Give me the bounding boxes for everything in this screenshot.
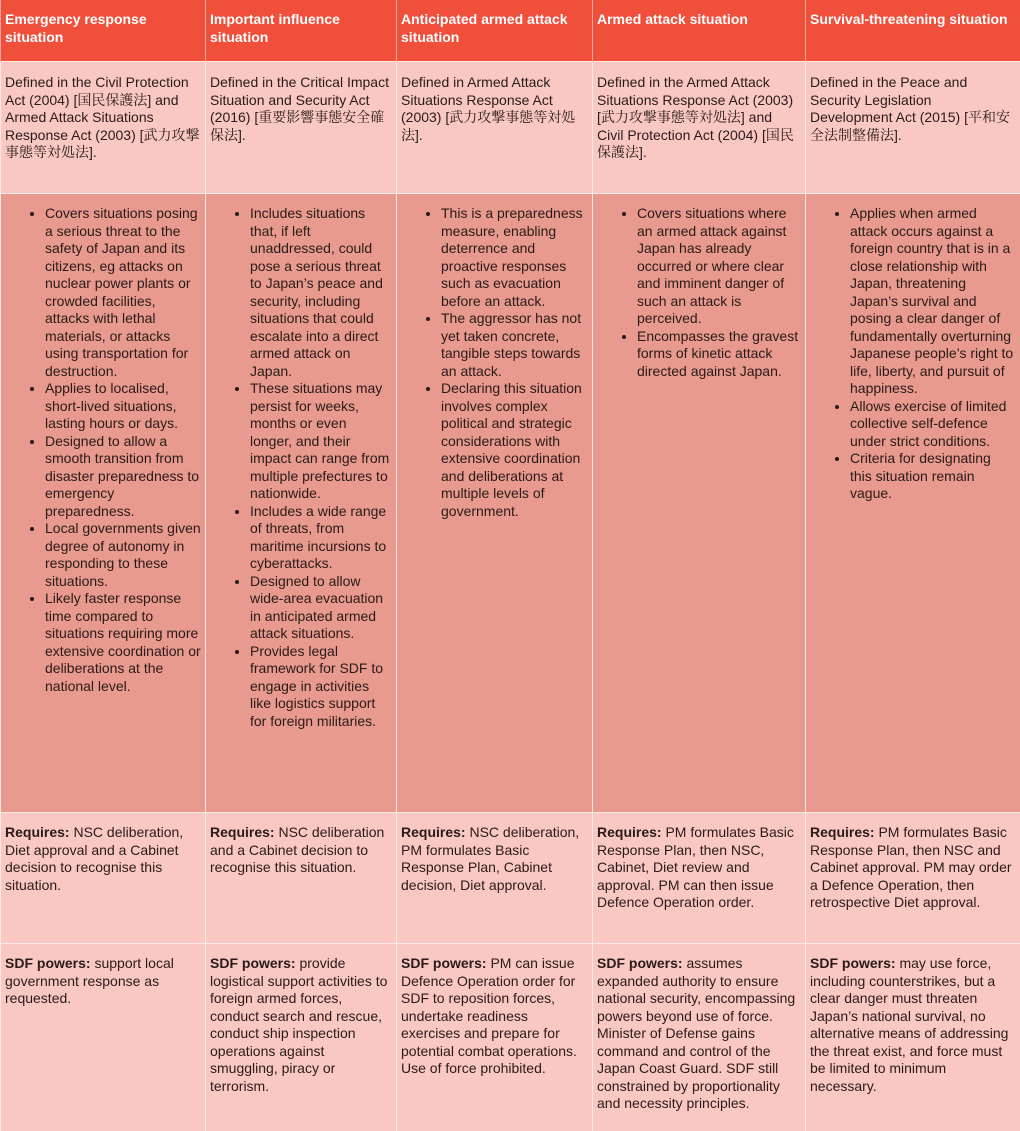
bullet-item: • Provides legal framework for SDF to engage in activities like logistics support for foreign militaries.: [250, 643, 392, 731]
requires-label: Requires:: [5, 824, 70, 840]
requires-cell: [806, 813, 1020, 944]
defined-cell: Defined in the Civil Protection Act (2004) [国民保護法] and Armed Attack Situations Response Act (2003) [武力攻撃事態等対処法].: [1, 62, 206, 194]
bullet-item: • Includes a wide range of threats, from maritime incursions to cyberattacks.: [250, 503, 392, 573]
sdf-powers-label: SDF powers:: [5, 955, 91, 971]
sdf-powers-label: SDF powers:: [597, 955, 683, 971]
sdf-powers-row: [1, 944, 1020, 1131]
sdf-powers-cell: [1, 944, 206, 1131]
bullets-cell: [397, 194, 593, 813]
bullet-item: • The aggressor has not yet taken concrete, tangible steps towards an attack.: [441, 310, 588, 380]
requires-text: NSC deliberation, Diet approval and a Cabinet decision to recognise this situation.: [5, 824, 183, 893]
bullet-list: [210, 205, 392, 730]
sdf-powers-text: assumes expanded authority to ensure national security, encompassing powers beyond use of force. Minister of Defense gains command and control of the Japan Coast Guard. SDF still constrained by proportionality and necessity principles.: [597, 955, 795, 1111]
bullet-item: • Allows exercise of limited collective self-defence under strict conditions.: [850, 398, 1016, 451]
requires-text: NSC deliberation, PM formulates Basic Response Plan, Cabinet decision, Diet approval.: [401, 824, 579, 893]
defined-cell: Defined in the Armed Attack Situations Response Act (2003) [武力攻撃事態等対処法] and Civil Protection Act (2004) [国民保護法].: [593, 62, 806, 194]
col-header-important-influence: Important influence situation: [206, 0, 397, 62]
requires-cell: [397, 813, 593, 944]
requires-label: Requires:: [210, 824, 275, 840]
sdf-powers-text: PM can issue Defence Operation order for SDF to reposition forces, undertake readiness exercises and prepare for potential combat operations. Use of force prohibited.: [401, 955, 577, 1076]
sdf-powers-cell: [397, 944, 593, 1131]
bullet-list: [401, 205, 588, 520]
bullet-item: • Declaring this situation involves complex political and strategic considerations with extensive coordination and deliberations at multiple levels of government.: [441, 380, 588, 520]
defined-row: [1, 62, 1020, 194]
bullet-item: • Designed to allow wide-area evacuation in anticipated armed attack situations.: [250, 573, 392, 643]
col-header-survival-threatening: Survival-threatening situation: [806, 0, 1020, 62]
bullet-item: • Likely faster response time compared to situations requiring more extensive coordination or deliberations at the national level.: [45, 590, 201, 695]
bullet-item: • This is a preparedness measure, enabling deterrence and proactive responses such as evacuation before an attack.: [441, 205, 588, 310]
bullet-list: [5, 205, 201, 695]
requires-label: Requires:: [597, 824, 662, 840]
defined-cell: Defined in the Peace and Security Legislation Development Act (2015) [平和安全法制整備法].: [806, 62, 1020, 194]
sdf-powers-text: may use force, including counterstrikes, but a clear danger must threaten Japan’s national survival, no alternative means of addressing the threat exist, and force must be limited to minimum necessary.: [810, 955, 1008, 1094]
requires-cell: [1, 813, 206, 944]
requires-cell: [593, 813, 806, 944]
col-header-anticipated-armed-attack: Anticipated armed attack situation: [397, 0, 593, 62]
requires-row: [1, 813, 1020, 944]
bullets-cell: [806, 194, 1020, 813]
bullets-cell: [593, 194, 806, 813]
bullet-item: • These situations may persist for weeks, months or even longer, and their impact can range from multiple prefectures to nationwide.: [250, 380, 392, 503]
requires-text: PM formulates Basic Response Plan, then NSC and Cabinet approval. PM may order a Defence Operation, then retrospective Diet approval.: [810, 824, 1012, 910]
sdf-powers-cell: [806, 944, 1020, 1131]
bullet-item: • Applies when armed attack occurs against a foreign country that is in a close relationship with Japan, threatening Japan’s survival and posing a clear danger of fundamentally overturning Japanese people’s right to life, liberty, and pursuit of happiness.: [850, 205, 1016, 398]
bullet-item: • Encompasses the gravest forms of kinetic attack directed against Japan.: [637, 328, 801, 381]
header-row: [1, 0, 1020, 62]
bullet-item: • Criteria for designating this situation remain vague.: [850, 450, 1016, 503]
bullets-row: [1, 194, 1020, 813]
sdf-powers-label: SDF powers:: [210, 955, 296, 971]
bullets-cell: [206, 194, 397, 813]
sdf-powers-text: support local government response as requested.: [5, 955, 174, 1006]
requires-label: Requires:: [810, 824, 875, 840]
sdf-powers-text: provide logistical support activities to foreign armed forces, conduct search and rescue, conduct ship inspection operations against smuggling, piracy or terrorism.: [210, 955, 387, 1094]
bullets-cell: [1, 194, 206, 813]
bullet-item: • Applies to localised, short-lived situations, lasting hours or days.: [45, 380, 201, 433]
bullet-list: [597, 205, 801, 380]
bullet-item: • Includes situations that, if left unaddressed, could pose a serious threat to Japan’s peace and security, including situations that could escalate into a direct armed attack on Japan.: [250, 205, 392, 380]
bullet-item: • Local governments given degree of autonomy in responding to these situations.: [45, 520, 201, 590]
sdf-powers-cell: [593, 944, 806, 1131]
requires-text: NSC deliberation and a Cabinet decision to recognise this situation.: [210, 824, 384, 875]
sdf-powers-label: SDF powers:: [401, 955, 487, 971]
defined-cell: Defined in the Critical Impact Situation and Security Act (2016) [重要影響事態安全確保法].: [206, 62, 397, 194]
bullet-item: • Covers situations where an armed attack against Japan has already occurred or where clear and imminent danger of such an attack is perceived.: [637, 205, 801, 328]
requires-label: Requires:: [401, 824, 466, 840]
bullet-item: • Covers situations posing a serious threat to the safety of Japan and its citizens, eg attacks on nuclear power plants or crowded facilities, attacks with lethal materials, or attacks using transportation for destruction.: [45, 205, 201, 380]
requires-cell: [206, 813, 397, 944]
defined-cell: Defined in Armed Attack Situations Response Act (2003) [武力攻撃事態等対処法].: [397, 62, 593, 194]
col-header-armed-attack: Armed attack situation: [593, 0, 806, 62]
bullet-list: [810, 205, 1016, 503]
sdf-powers-label: SDF powers:: [810, 955, 896, 971]
requires-text: PM formulates Basic Response Plan, then NSC, Cabinet, Diet review and approval. PM can then issue Defence Operation order.: [597, 824, 794, 910]
col-header-emergency-response: Emergency response situation: [1, 0, 206, 62]
sdf-powers-cell: [206, 944, 397, 1131]
bullet-item: • Designed to allow a smooth transition from disaster preparedness to emergency preparedness.: [45, 433, 201, 521]
